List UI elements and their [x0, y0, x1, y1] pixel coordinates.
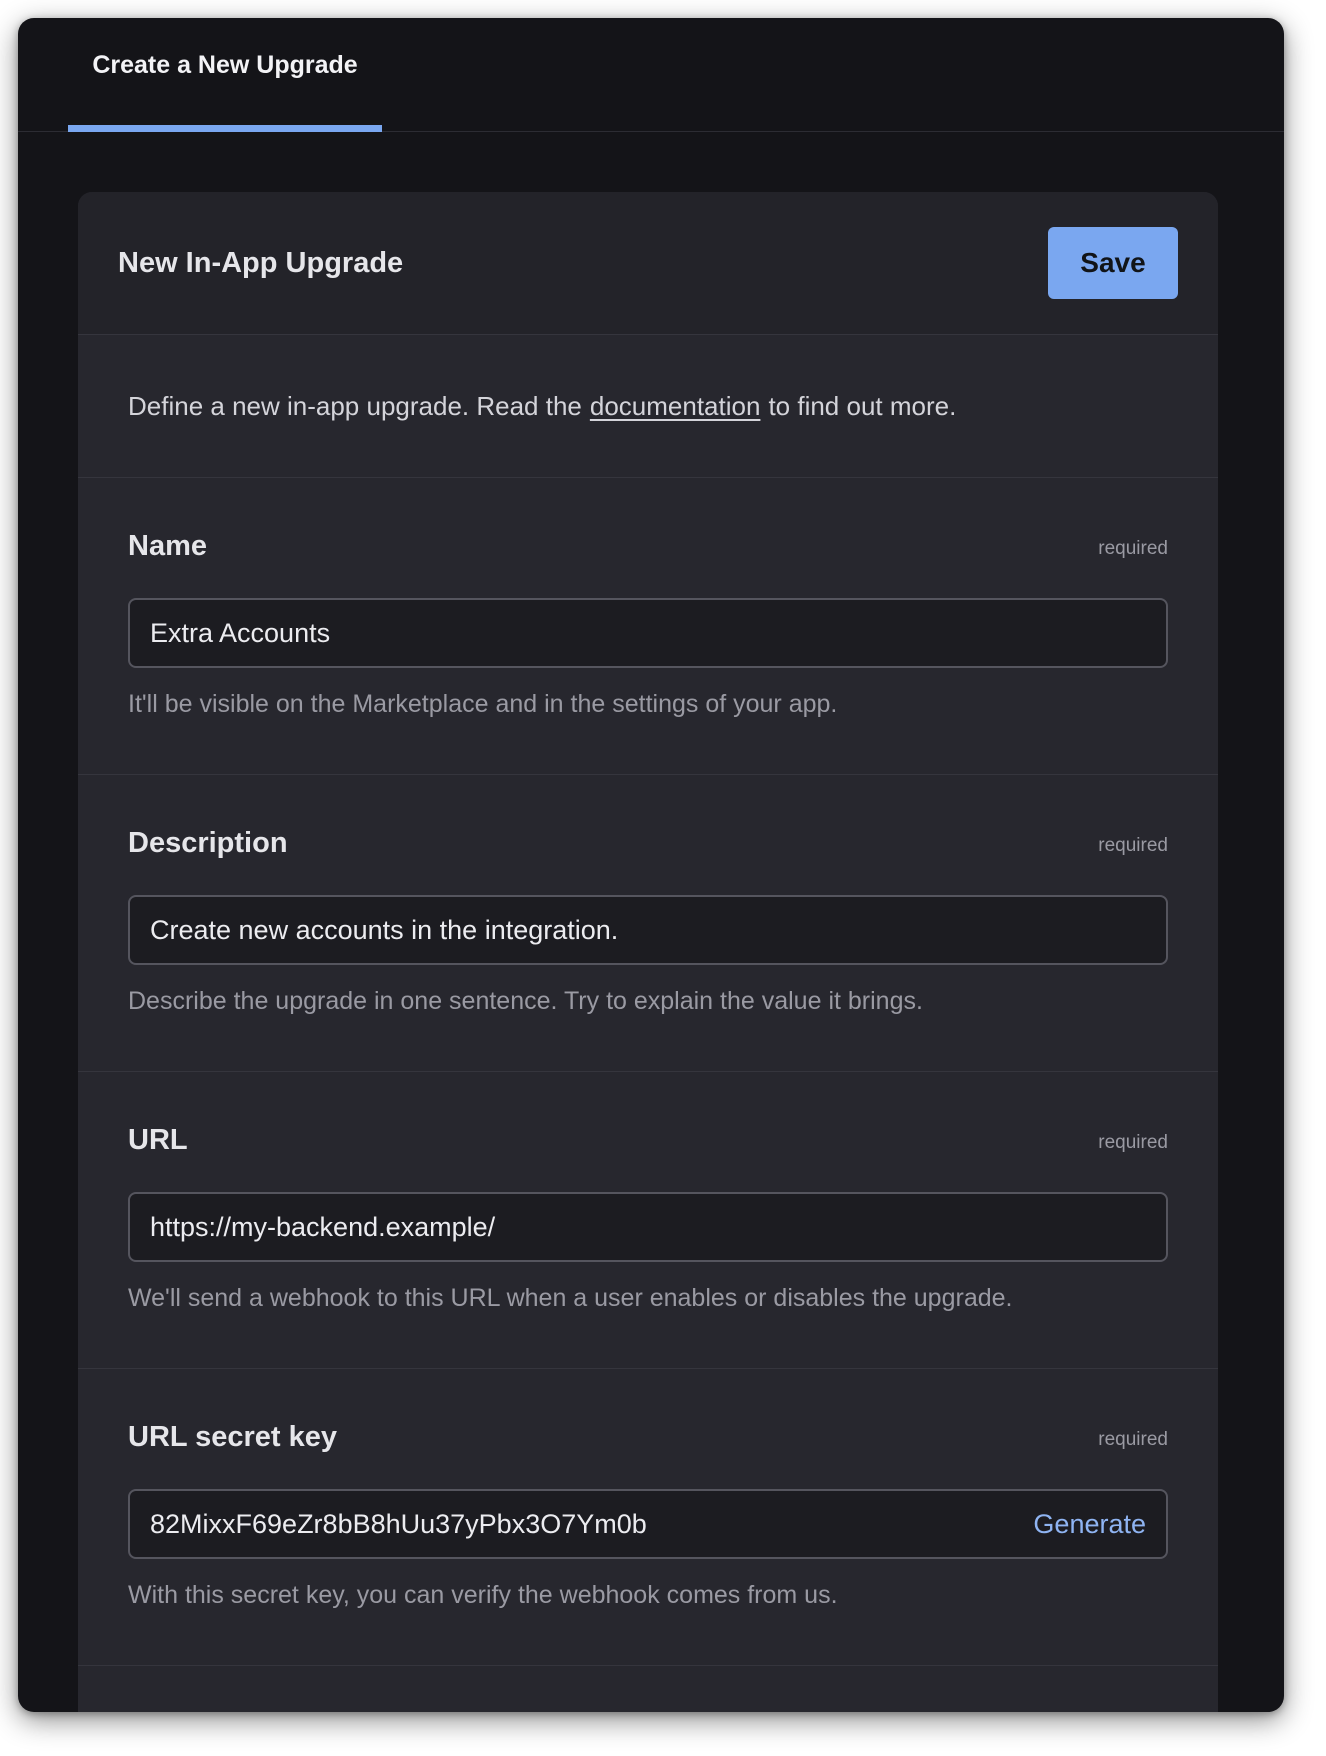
upgrade-form-panel — [78, 192, 1218, 1712]
save-button[interactable]: Save — [1048, 227, 1178, 299]
secret-key-required-badge: required — [1098, 1429, 1168, 1450]
description-input-value: Create new accounts in the integration. — [150, 914, 619, 945]
name-input-value: Extra Accounts — [150, 617, 331, 648]
name-required-badge: required — [1098, 538, 1168, 559]
url-help-text: We'll send a webhook to this URL when a user enables or disables the upgrade. — [128, 1284, 1013, 1312]
description-label: Description — [128, 827, 288, 859]
name-field-section — [78, 478, 1218, 775]
documentation-link[interactable]: documentation — [589, 390, 761, 421]
url-field-section — [78, 1072, 1218, 1369]
intro-prefix: Define a new in-app upgrade. Read the — [128, 390, 582, 421]
active-tab-indicator — [68, 125, 382, 132]
tab-bar — [18, 18, 1284, 132]
intro-suffix: to find out more. — [768, 390, 957, 421]
url-label: URL — [128, 1124, 188, 1156]
url-input-value: https://my-backend.example/ — [150, 1211, 496, 1242]
secret-key-field-section — [78, 1369, 1218, 1666]
description-help-text: Describe the upgrade in one sentence. Try to explain the value it brings. — [128, 987, 923, 1015]
secret-key-input[interactable] — [128, 1489, 1168, 1559]
name-input[interactable] — [128, 598, 1168, 668]
url-required-badge: required — [1098, 1132, 1168, 1153]
intro-text — [128, 335, 956, 477]
name-label: Name — [128, 530, 207, 562]
secret-key-label: URL secret key — [128, 1421, 338, 1453]
generate-button[interactable]: Generate — [1033, 1508, 1146, 1539]
url-input[interactable] — [128, 1192, 1168, 1262]
app-window — [18, 18, 1284, 1712]
intro-section — [78, 335, 1218, 478]
name-help-text: It'll be visible on the Marketplace and in the settings of your app. — [128, 690, 838, 718]
tab-label: Create a New Upgrade — [92, 51, 358, 79]
description-input[interactable] — [128, 895, 1168, 965]
tab-create-new-upgrade[interactable] — [68, 18, 382, 131]
secret-key-input-value: 82MixxF69eZr8bB8hUu37yPbx3O7Ym0b — [150, 1508, 647, 1539]
panel-header — [78, 192, 1218, 335]
secret-key-help-text: With this secret key, you can verify the webhook comes from us. — [128, 1581, 838, 1609]
panel-title: New In-App Upgrade — [118, 246, 404, 279]
description-field-section — [78, 775, 1218, 1072]
description-required-badge: required — [1098, 835, 1168, 856]
